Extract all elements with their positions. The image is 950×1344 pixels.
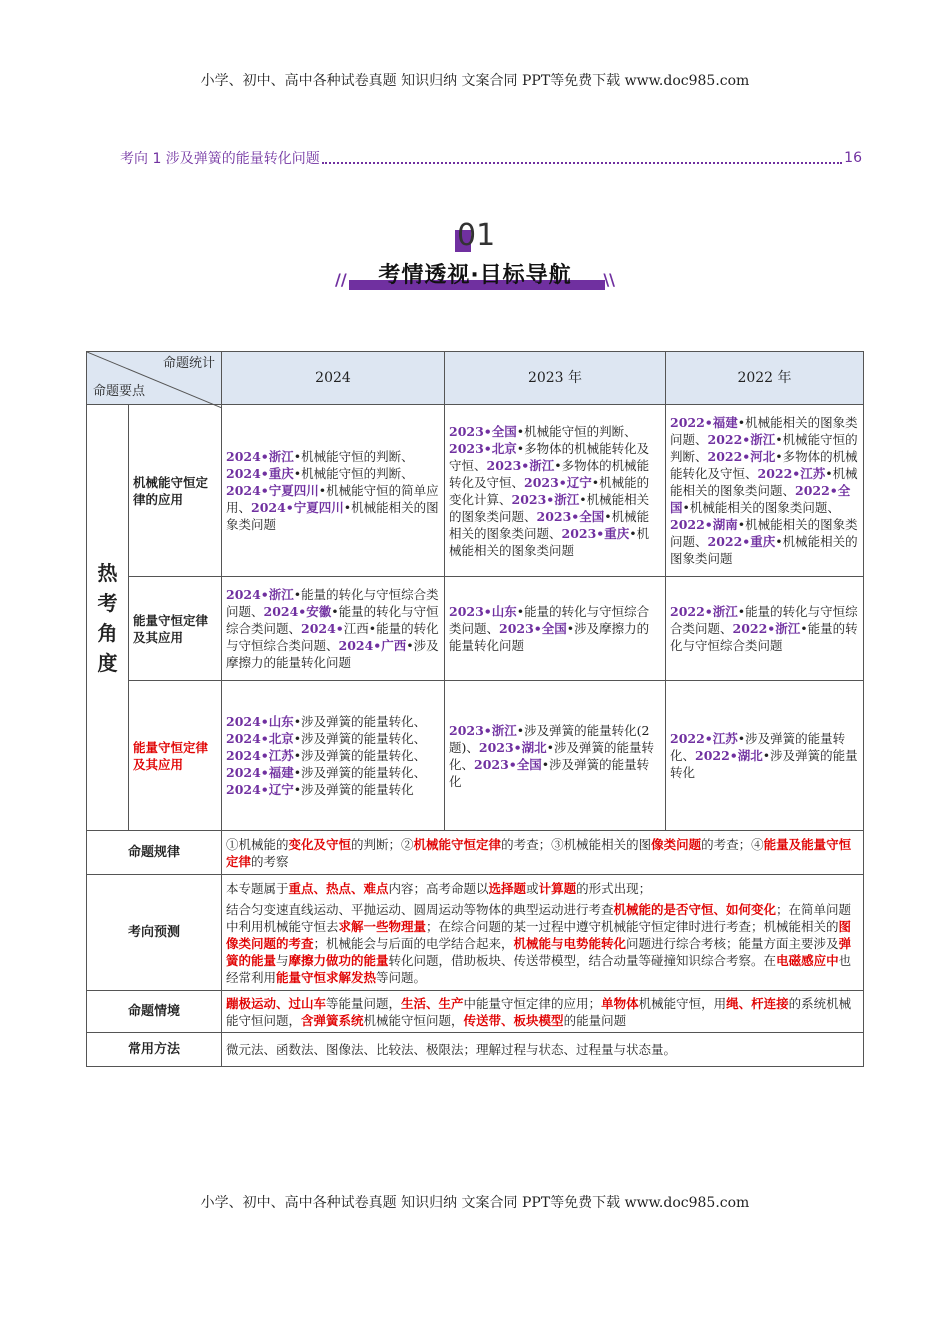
body-text: •涉及弹簧的能量转化、 — [670, 731, 846, 763]
cell-2024 — [222, 577, 445, 681]
body-text: •涉及摩擦力的能量转化问题 — [449, 621, 650, 653]
body-text: •机械能相关的图象类问题、 — [682, 500, 840, 515]
source-tag: 2024•北京 — [226, 731, 294, 746]
cell-2023 — [445, 405, 666, 577]
highlight-text: 能量守恒求解发热 — [276, 969, 377, 985]
year-header-2022: 2022 年 — [666, 352, 864, 405]
body-text: •机械能相关的图象类问题、 — [670, 517, 858, 549]
body-text: •机械能相关的图象类问题 — [449, 525, 650, 558]
highlight-text: 摩擦力做功的能量 — [288, 952, 389, 968]
toc-entry[interactable] — [120, 148, 862, 168]
body-text: 内容；高考命题以 — [388, 880, 489, 896]
toc-leader — [322, 152, 842, 164]
body-text: 机械能守恒，用 — [638, 995, 727, 1011]
source-tag: 2023•全国 — [449, 423, 517, 439]
source-tag: 2023•重庆 — [561, 525, 630, 541]
source-tag: 2022•浙江 — [732, 621, 801, 636]
highlight-text: 求解一些物理量 — [338, 918, 427, 934]
cell-2022 — [666, 681, 864, 831]
highlight-text: 含弹簧系统 — [301, 1012, 364, 1028]
body-text: •机械能的变化计算、 — [449, 474, 650, 507]
source-tag: 2023•山东 — [449, 604, 517, 619]
body-text: •涉及弹簧的能量转化 — [293, 782, 414, 797]
slash-left-icon: // — [335, 270, 347, 289]
body-text: •能量的转化与守恒综合类问题、 — [449, 604, 650, 636]
forecast-paragraph-1 — [226, 880, 859, 897]
highlight-text: 机械能与电势能转化 — [513, 935, 627, 951]
section-title-text: 考情透视·目标导航 — [378, 263, 572, 288]
source-tag: 2024•广西 — [338, 638, 407, 653]
source-tag: 2023•全国 — [474, 756, 542, 772]
body-text: •能量的转化与守恒综合类问题、 — [226, 604, 439, 636]
cell-2024 — [222, 405, 445, 577]
topic-cell: 能量守恒定律及其应用 — [129, 681, 222, 831]
source-tag: 2024•浙江 — [226, 587, 294, 602]
source-tag: 2023•湖北 — [478, 739, 547, 755]
body-text: •机械能守恒的判断、 — [670, 432, 858, 464]
body-text: ；在简单问题中利用机械能守恒去 — [226, 901, 852, 934]
source-tag: 2024•辽宁 — [226, 782, 294, 797]
body-text: 江西•能量的转化与守恒综合类问题、 — [226, 621, 439, 653]
source-tag: 2024• — [301, 621, 344, 636]
body-text: 结合匀变速直线运动、平抛运动、圆周运动等物体的典型运动进行考查 — [226, 901, 614, 917]
year-header-2023: 2023 年 — [445, 352, 666, 405]
body-text: 也经常利用 — [226, 952, 852, 985]
methods-row — [87, 1033, 864, 1067]
cell-2022 — [666, 577, 864, 681]
source-tag: 2024•宁夏四川 — [251, 500, 344, 515]
source-tag: 2022•湖北 — [695, 748, 763, 763]
highlight-text: 变化及守恒 — [288, 836, 352, 852]
highlight-text: 重点、热点、难点 — [288, 880, 389, 896]
body-text: ；机械能会与后面的电学结合起来， — [313, 935, 514, 951]
body-text: •涉及弹簧的能量转化、 — [293, 765, 427, 780]
rule-row — [87, 831, 864, 875]
body-text: •机械能相关的图象类问题 — [670, 534, 858, 566]
body-text: •涉及弹簧的能量转化、 — [449, 739, 655, 772]
highlight-text: 电磁感应中 — [776, 952, 839, 968]
source-tag: 2022•湖南 — [670, 517, 738, 532]
topic-cell: 机械能守恒定律的应用 — [129, 405, 222, 577]
section-number-text: 01 — [457, 218, 496, 253]
body-text: 本专题属于 — [226, 880, 289, 896]
year-header-2024: 2024 — [222, 352, 445, 405]
body-text: 或 — [526, 880, 539, 896]
source-tag: 2023•浙江 — [486, 457, 555, 473]
body-text: 的考查；④ — [701, 836, 764, 852]
body-text: ；在综合问题的某一过程中遵守机械能守恒定律时进行考查；机械能相关的 — [426, 918, 839, 934]
body-text: •机械能守恒的判断、 — [293, 466, 414, 481]
highlight-text: 选择题 — [488, 880, 527, 896]
source-tag: 2023•北京 — [449, 440, 517, 456]
corner-bottom-label: 命题要点 — [93, 384, 146, 399]
body-text: 问题进行综合考核；能量方面主要涉及 — [626, 935, 839, 951]
highlight-text: 像类问题 — [651, 836, 702, 852]
body-text: •多物体的机械能转化及守恒、 — [449, 457, 650, 490]
section-title — [335, 258, 615, 294]
source-tag: 2024•宁夏四川 — [226, 483, 319, 498]
toc-label: 考向 1 涉及弹簧的能量转化问题 — [120, 151, 320, 167]
body-text: 与 — [276, 952, 289, 968]
highlight-text: 单物体 — [601, 995, 639, 1011]
source-tag: 2023•全国 — [536, 508, 605, 524]
source-tag: 2022•江苏 — [670, 731, 738, 746]
context-label: 命题情境 — [87, 991, 222, 1033]
body-text: •能量的转化与守恒综合类问题、 — [670, 604, 858, 636]
corner-cell — [87, 352, 222, 405]
source-tag: 2024•重庆 — [226, 466, 294, 481]
hot-topics-label: 热 考 角 度 — [87, 405, 129, 831]
body-text: •能量的转化与守恒综合类问题、 — [226, 587, 439, 619]
section-number — [455, 218, 515, 254]
source-tag: 2024•山东 — [226, 714, 294, 729]
forecast-text — [222, 875, 864, 991]
body-text: 机械能守恒问题， — [363, 1012, 464, 1028]
source-tag: 2024•福建 — [226, 765, 294, 780]
body-text: 转化问题，借助板块、传送带模型，结合动量等碰撞知识综合考察。在 — [388, 952, 777, 968]
forecast-row — [87, 875, 864, 991]
body-text: •多物体的机械能转化及守恒、 — [670, 449, 858, 481]
body-text: 的能量问题 — [563, 1012, 627, 1028]
source-tag: 2022•河北 — [707, 449, 776, 464]
table-row — [87, 577, 864, 681]
body-text: 的考查；③机械能相关的图 — [501, 836, 652, 852]
source-tag: 2022•全国 — [670, 483, 851, 515]
highlight-text: 蹦极运动、过山车 — [226, 995, 327, 1011]
forecast-label: 考向预测 — [87, 875, 222, 991]
highlight-text: 生活、生产 — [401, 995, 464, 1011]
body-text: •机械能相关的图象类问题、 — [670, 415, 858, 447]
body-text: 中能量守恒定律的应用； — [463, 995, 602, 1011]
highlight-text: 能量及能量守恒定律 — [226, 836, 852, 869]
source-tag: 2023•浙江 — [449, 722, 517, 738]
highlight-text: 图像类问题的考查 — [226, 918, 852, 951]
body-text: •机械能相关的图象类问题、 — [449, 508, 650, 541]
rule-label: 命题规律 — [87, 831, 222, 875]
context-row — [87, 991, 864, 1033]
methods-label: 常用方法 — [87, 1033, 222, 1067]
body-text: •涉及摩擦力的能量转化问题 — [226, 638, 439, 670]
toc-page: 16 — [844, 150, 862, 166]
context-text — [222, 991, 864, 1033]
body-text: •机械能相关的图象类问题 — [226, 500, 439, 532]
cell-2022 — [666, 405, 864, 577]
body-text: •涉及弹簧的能量转化(2题)、 — [449, 722, 650, 755]
rule-text — [222, 831, 864, 875]
body-text: ①机械能的 — [226, 836, 289, 852]
body-text: •多物体的机械能转化及守恒、 — [449, 440, 650, 473]
source-tag: 2022•重庆 — [707, 534, 776, 549]
cell-2024 — [222, 681, 445, 831]
page-footer: 小学、初中、高中各种试卷真题 知识归纳 文案合同 PPT等免费下载 www.doc985.com — [200, 1195, 750, 1211]
source-tag: 2022•浙江 — [707, 432, 776, 447]
source-tag: 2024•浙江 — [226, 449, 294, 464]
body-text: •机械能相关的图象类问题、 — [670, 466, 858, 498]
body-text: 的判断；② — [351, 836, 414, 852]
body-text: •机械能相关的图象类问题、 — [449, 491, 650, 524]
table-row — [87, 681, 864, 831]
forecast-paragraph-2 — [226, 901, 859, 986]
body-text: •涉及弹簧的能量转化、 — [293, 714, 427, 729]
body-text: •涉及弹簧的能量转化、 — [293, 748, 427, 763]
source-tag: 2023•全国 — [499, 621, 567, 636]
body-text: •涉及弹簧的能量转化 — [449, 756, 650, 789]
exam-overview-table — [86, 351, 864, 1067]
methods-text: 微元法、函数法、图像法、比较法、极限法；理解过程与状态、过程量与状态量。 — [222, 1033, 864, 1067]
highlight-text: 计算题 — [538, 880, 577, 896]
page-header: 小学、初中、高中各种试卷真题 知识归纳 文案合同 PPT等免费下载 www.doc985.com — [200, 73, 750, 89]
body-text: •机械能守恒的判断、 — [293, 449, 414, 464]
body-text: 等问题。 — [376, 969, 427, 985]
cell-2023 — [445, 681, 666, 831]
body-text: •涉及弹簧的能量转化 — [670, 748, 858, 780]
body-text: •机械能守恒的简单应用、 — [226, 483, 439, 515]
source-tag: 2023•浙江 — [511, 491, 580, 507]
source-tag: 2024•安徽 — [263, 604, 332, 619]
source-tag: 2022•江苏 — [757, 466, 826, 481]
source-tag: 2022•福建 — [670, 415, 738, 430]
source-tag: 2024•江苏 — [226, 748, 294, 763]
source-tag: 2022•浙江 — [670, 604, 738, 619]
table-header-row — [87, 352, 864, 405]
highlight-text: 机械能守恒定律 — [413, 836, 502, 852]
topic-cell: 能量守恒定律及其应用 — [129, 577, 222, 681]
highlight-text: 传送带、板块模型 — [463, 1012, 564, 1028]
body-text: •涉及弹簧的能量转化、 — [293, 731, 427, 746]
body-text: 的形式出现； — [576, 880, 652, 896]
body-text: •机械能守恒的判断、 — [516, 423, 637, 439]
body-text: 的系统机械能守恒问题， — [226, 995, 852, 1028]
highlight-text: 弹簧的能量 — [226, 935, 852, 968]
highlight-text: 绳、杆连接 — [726, 995, 789, 1011]
source-tag: 2023•辽宁 — [524, 474, 592, 490]
body-text: •能量的转化与守恒综合类问题 — [670, 621, 858, 653]
body-text: 等能量问题， — [326, 995, 402, 1011]
slash-right-icon: \\ — [603, 270, 615, 289]
highlight-text: 机械能的是否守恒、如何变化 — [613, 901, 777, 917]
table-row — [87, 405, 864, 577]
corner-top-label: 命题统计 — [162, 356, 215, 371]
body-text: 的考察 — [251, 853, 289, 869]
cell-2023 — [445, 577, 666, 681]
